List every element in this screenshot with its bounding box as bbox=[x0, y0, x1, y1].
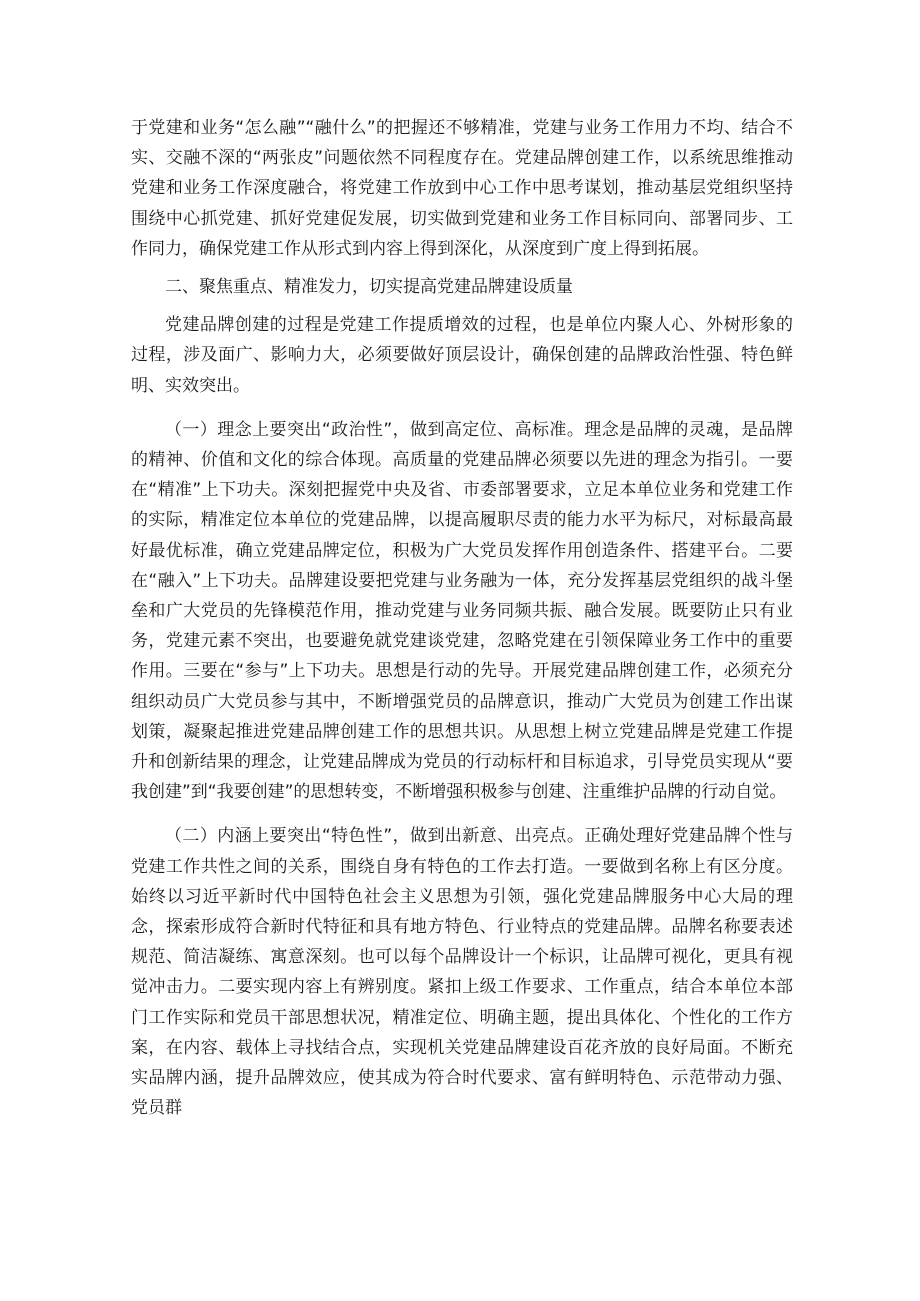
paragraph-intro: 党建品牌创建的过程是党建工作提质增效的过程，也是单位内聚人心、外树形象的过程，涉及面广、影响力大，必须要做好顶层设计，确保创建的品牌政治性强、特色鲜明、实效突出。 bbox=[131, 315, 793, 396]
section-heading: 二、聚焦重点、精准发力，切实提高党建品牌建设质量 bbox=[165, 277, 573, 298]
paragraph-point-one: （一）理念上要突出“政治性”，做到高定位、高标准。理念是品牌的灵魂，是品牌的精神、价值和文化的综合体现。高质量的党建品牌必须要以先进的理念为指引。一要在“精准”上下功夫。深刻把握党中央及省、市委部署要求，立足本单位业务和党建工作的实际，精准定位本单位的党建品牌，以提高履职尽责的能力水平为标尺，对标最高最好最优标准，确立党建品牌定位，积极为广大党员发挥作用创造条件、搭建平台。二要在“融入”上下功夫。品牌建设要把党建与业务融为一体，充分发挥基层党组织的战斗堡垒和广大党员的先锋模范作用，推动党建与业务同频共振、融合发展。既要防止只有业务，党建元素不突出，也要避免就党建谈党建，忽略党建在引领保障业务工作中的重要作用。三要在“参与”上下功夫。思想是行动的先导。开展党建品牌创建工作，必须充分组织动员广大党员参与其中，不断增强党员的品牌意识，推动广大党员为创建工作出谋划策，凝聚起推进党建品牌创建工作的思想共识。从思想上树立党建品牌是党建工作提升和创新结果的理念，让党建品牌成为党员的行动标杆和目标追求，引导党员实现从“要我创建”到“我要创建”的思想转变，不断增强积极参与创建、注重维护品牌的行动自觉。 bbox=[131, 419, 793, 803]
paragraph-continuation: 于党建和业务“怎么融”“融什么”的把握还不够精准，党建与业务工作用力不均、结合不实、交融不深的“两张皮”问题依然不同程度存在。党建品牌创建工作，以系统思维推动党建和业务工作深度融合，将党建工作放到中心工作中思考谋划，推动基层党组织坚持围绕中心抓党建、抓好党建促发展，切实做到党建和业务工作目标同向、部署同步、工作同力，确保党建工作从形式到内容上得到深化，从深度到广度上得到拓展。 bbox=[131, 118, 793, 259]
paragraph-point-two: （二）内涵上要突出“特色性”，做到出新意、出亮点。正确处理好党建品牌个性与党建工作共性之间的关系，围绕自身有特色的工作去打造。一要做到名称上有区分度。始终以习近平新时代中国特色社会主义思想为引领，强化党建品牌服务中心大局的理念，探索形成符合新时代特征和具有地方特色、行业特点的党建品牌。品牌名称要表述规范、简洁凝练、寓意深刻。也可以每个品牌设计一个标识，让品牌可视化，更具有视觉冲击力。二要实现内容上有辨别度。紧扣上级工作要求、工作重点，结合本单位本部门工作实际和党员干部思想状况，精准定位、明确主题，提出具体化、个性化的工作方案，在内容、载体上寻找结合点，实现机关党建品牌建设百花齐放的良好局面。不断充实品牌内涵，提升品牌效应，使其成为符合时代要求、富有鲜明特色、示范带动力强、党员群 bbox=[131, 826, 793, 1119]
document-body bbox=[131, 113, 793, 1124]
